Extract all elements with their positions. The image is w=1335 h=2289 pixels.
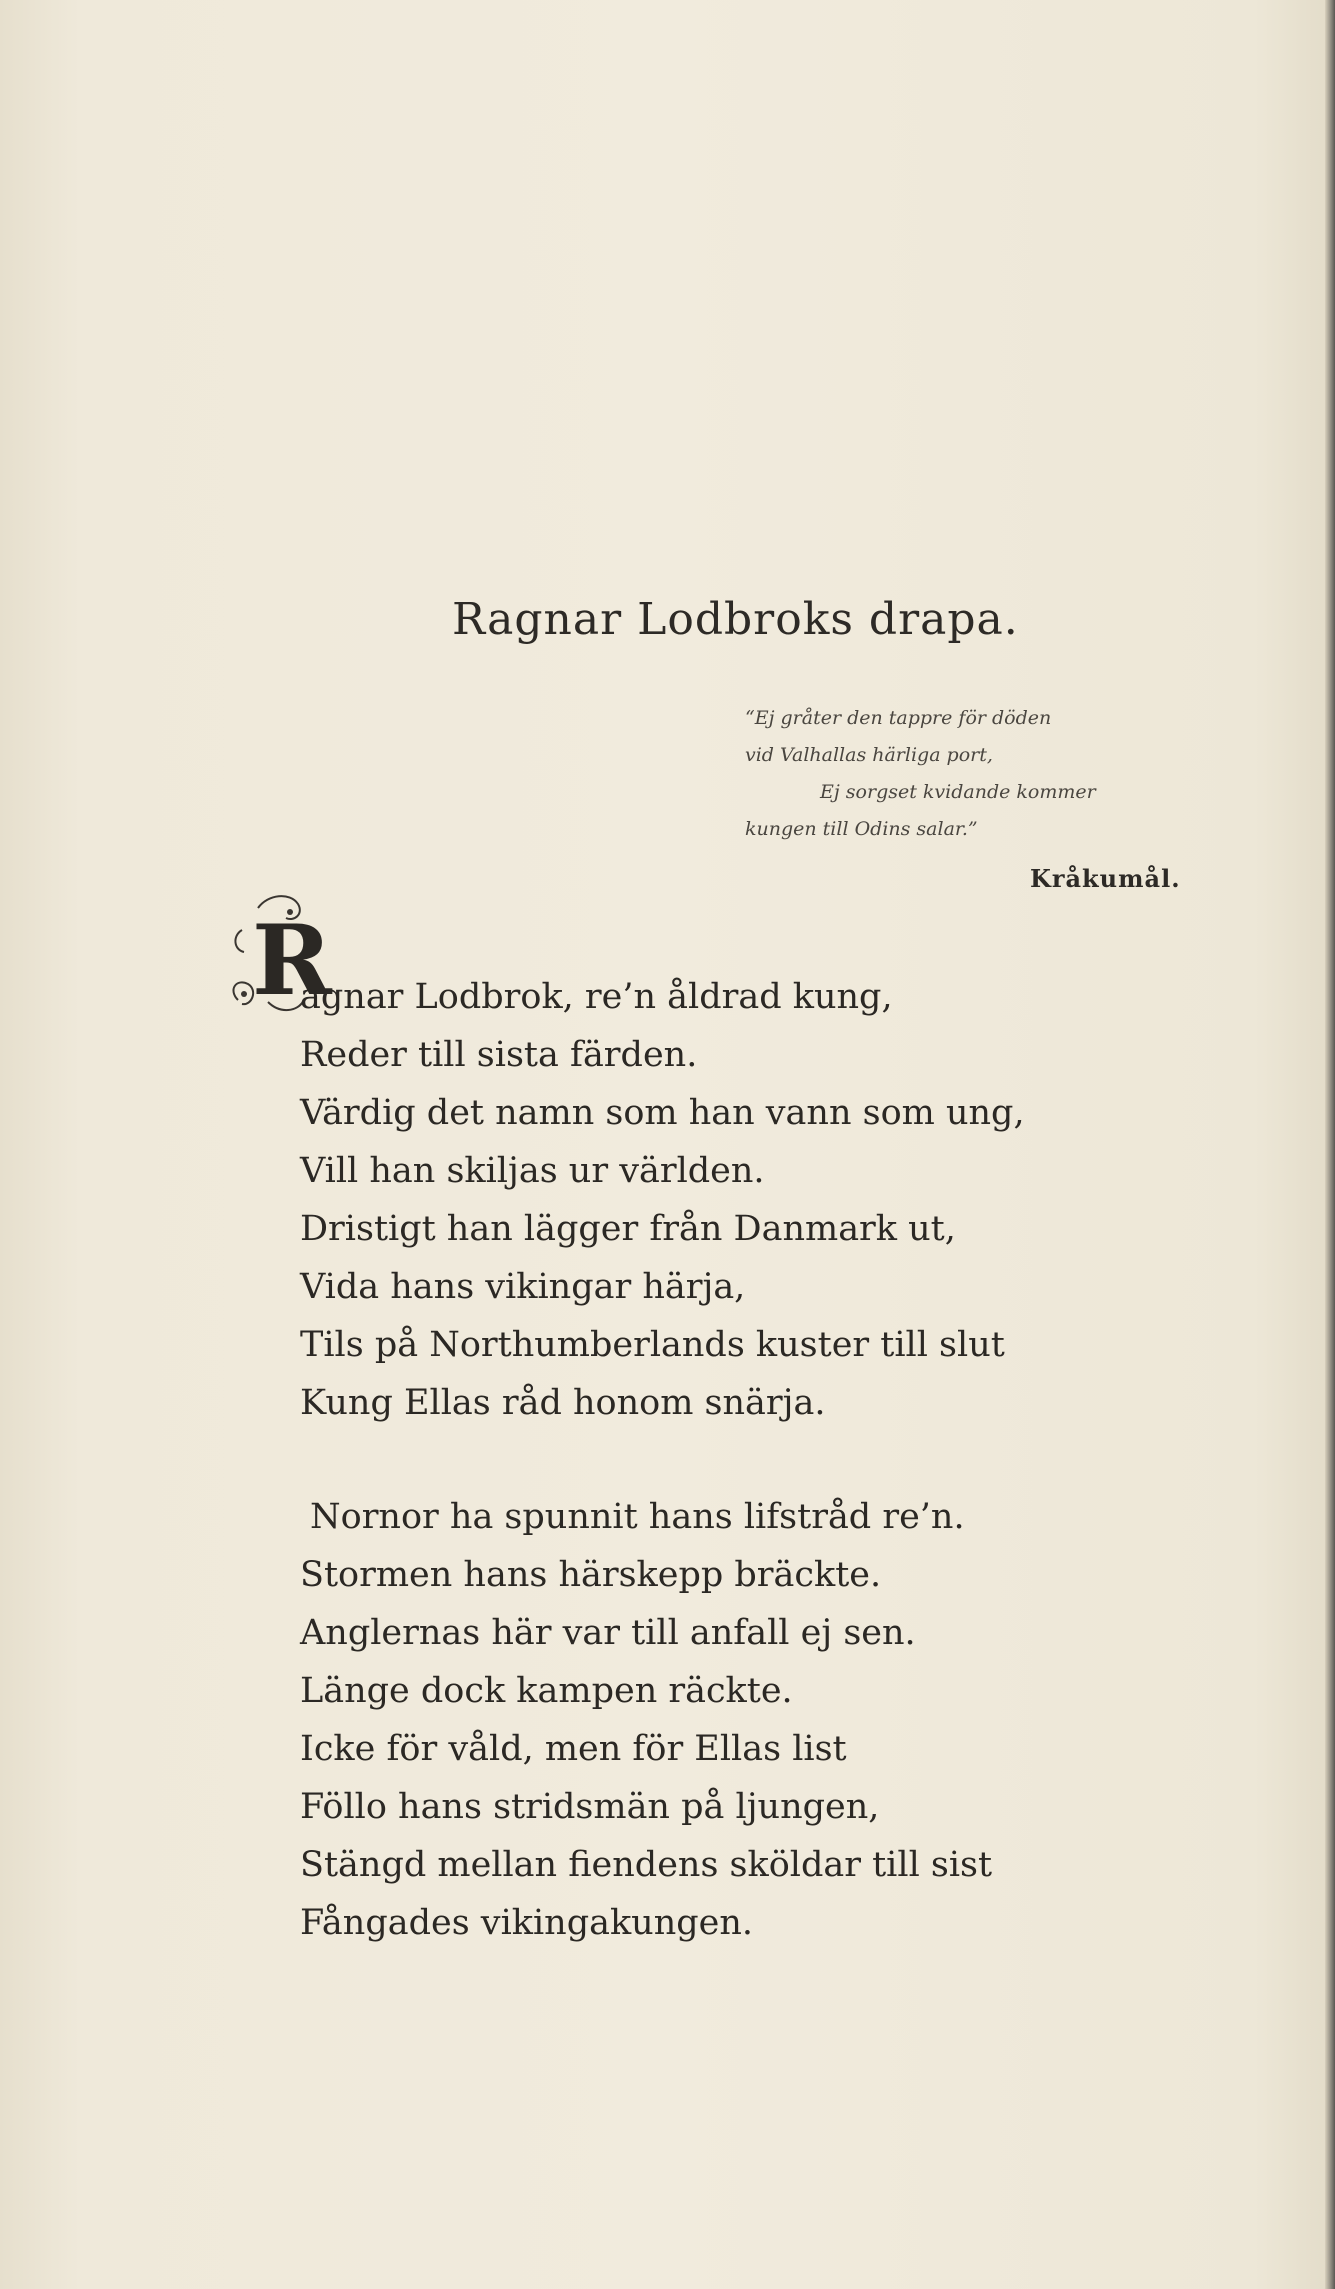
- poem-line: Icke för våld, men för Ellas list: [300, 1729, 847, 1769]
- stanza: [300, 968, 1025, 1432]
- poem-line: Vill han skiljas ur världen.: [300, 1151, 765, 1191]
- poem-line: Vida hans vikingar härja,: [300, 1267, 746, 1307]
- dropcap-letter: R: [252, 904, 332, 1017]
- poem-line: Värdig det namn som han vann som ung,: [300, 1093, 1025, 1133]
- epigraph-line: “Ej gråter den tappre för döden: [745, 707, 1052, 729]
- poem-line: Tils på Northumberlands kuster till slut: [300, 1325, 1005, 1365]
- page-edge-shadow: [1325, 0, 1335, 2289]
- poem-line: Länge dock kampen räckte.: [300, 1671, 793, 1711]
- poem-body: [300, 968, 1025, 1952]
- poem-line: Stängd mellan fiendens sköldar till sist: [300, 1845, 993, 1885]
- poem-line: Reder till sista färden.: [300, 1035, 698, 1075]
- poem-line: Nornor ha spunnit hans lifstråd re’n.: [310, 1497, 965, 1537]
- poem-line: Kung Ellas råd honom snärja.: [300, 1383, 826, 1423]
- poem-line: Dristigt han lägger från Danmark ut,: [300, 1209, 956, 1249]
- epigraph-line: Ej sorgset kvidande kommer: [820, 781, 1096, 803]
- epigraph-line: kungen till Odins salar.”: [745, 818, 978, 840]
- epigraph: [745, 700, 1305, 848]
- stanza: [300, 1488, 1025, 1952]
- poem-line: Fångades vikingakungen.: [300, 1903, 754, 1943]
- epigraph-line: vid Valhallas härliga port,: [745, 744, 993, 766]
- poem-line: Föllo hans stridsmän på ljungen,: [300, 1787, 880, 1827]
- poem-title: Ragnar Lodbroks drapa.: [452, 594, 1019, 645]
- epigraph-source: Kråkumål.: [1030, 864, 1181, 893]
- poem-line: agnar Lodbrok, re’n åldrad kung,: [300, 977, 893, 1017]
- poem-line: Anglernas här var till anfall ej sen.: [300, 1613, 916, 1653]
- poem-line: Stormen hans härskepp bräckte.: [300, 1555, 882, 1595]
